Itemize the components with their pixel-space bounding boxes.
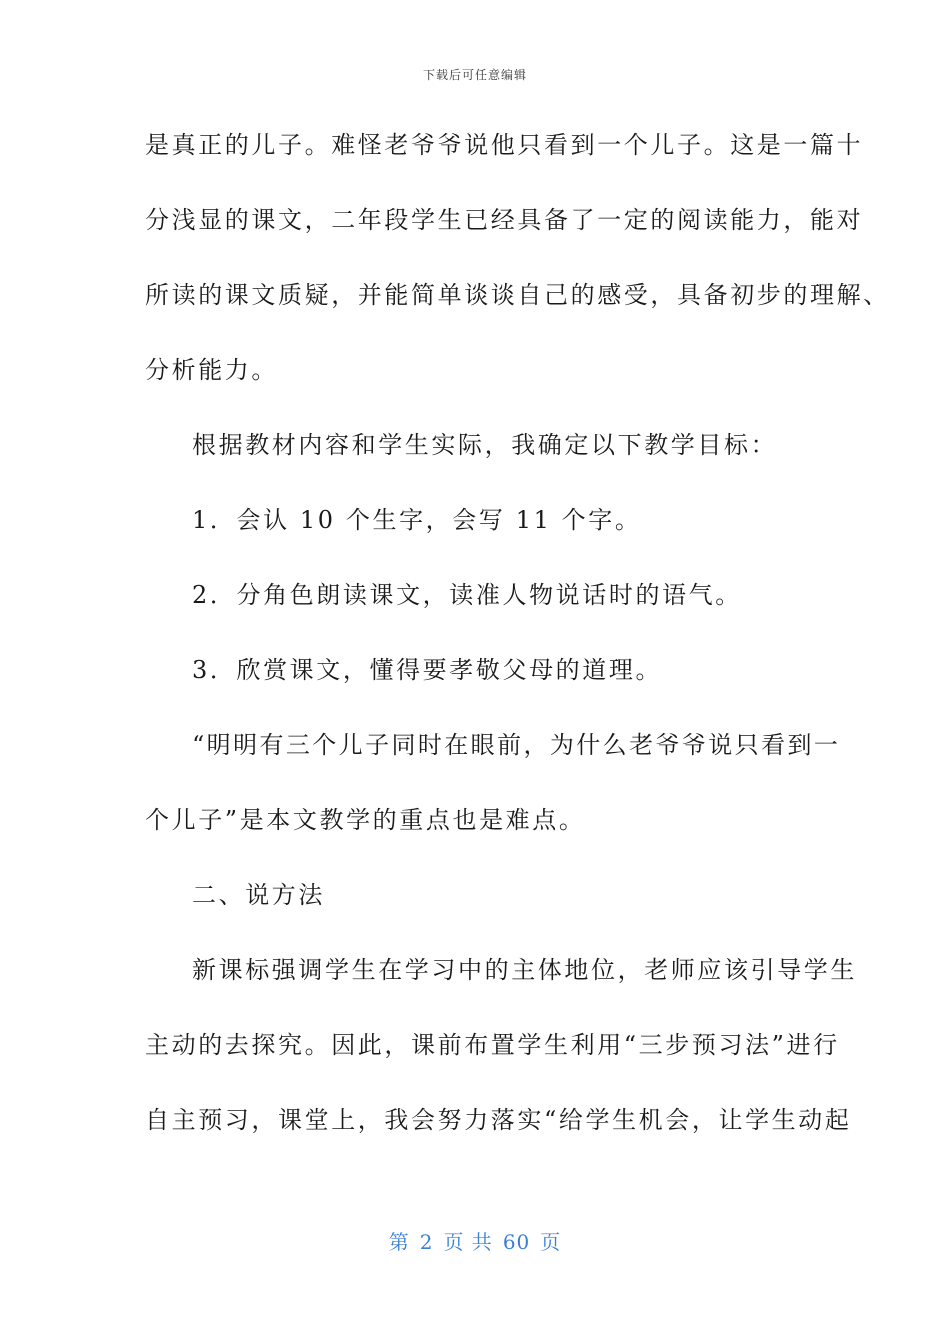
footer-prefix: 第 [388, 1230, 410, 1254]
paragraph-line: 所读的课文质疑，并能简单谈谈自己的感受，具备初步的理解、 [145, 281, 890, 309]
footer-middle: 页 共 [443, 1230, 493, 1254]
page-header: 下载后可任意编辑 [422, 68, 527, 82]
footer-suffix: 页 [540, 1230, 562, 1254]
paragraph-line: 主动的去探究。因此，课前布置学生利用“三步预习法”进行 [145, 1031, 840, 1059]
section-heading: 二、说方法 [192, 881, 325, 909]
paragraph-line: 新课标强调学生在学习中的主体地位，老师应该引导学生 [192, 956, 857, 984]
list-item-goal-1: 1．会认 10 个生字，会写 11 个字。 [192, 506, 642, 534]
list-item-goal-3: 3．欣赏课文，懂得要孝敬父母的道理。 [192, 656, 663, 684]
list-item-goal-2: 2．分角色朗读课文，读准人物说话时的语气。 [192, 581, 742, 609]
paragraph-line: 个儿子”是本文教学的重点也是难点。 [145, 806, 586, 834]
paragraph-line: 根据教材内容和学生实际，我确定以下教学目标： [192, 431, 778, 459]
page-footer [0, 1226, 950, 1255]
paragraph-line: “明明有三个儿子同时在眼前，为什么老爷爷说只看到一 [192, 731, 841, 759]
paragraph-line: 自主预习，课堂上，我会努力落实“给学生机会，让学生动起 [145, 1106, 852, 1134]
paragraph-line: 是真正的儿子。难怪老爷爷说他只看到一个儿子。这是一篇十 [145, 131, 864, 159]
footer-total-pages: 60 [502, 1230, 531, 1254]
footer-current-page: 2 [419, 1230, 434, 1254]
paragraph-line: 分析能力。 [145, 356, 278, 384]
paragraph-line: 分浅显的课文，二年段学生已经具备了一定的阅读能力，能对 [145, 206, 864, 234]
